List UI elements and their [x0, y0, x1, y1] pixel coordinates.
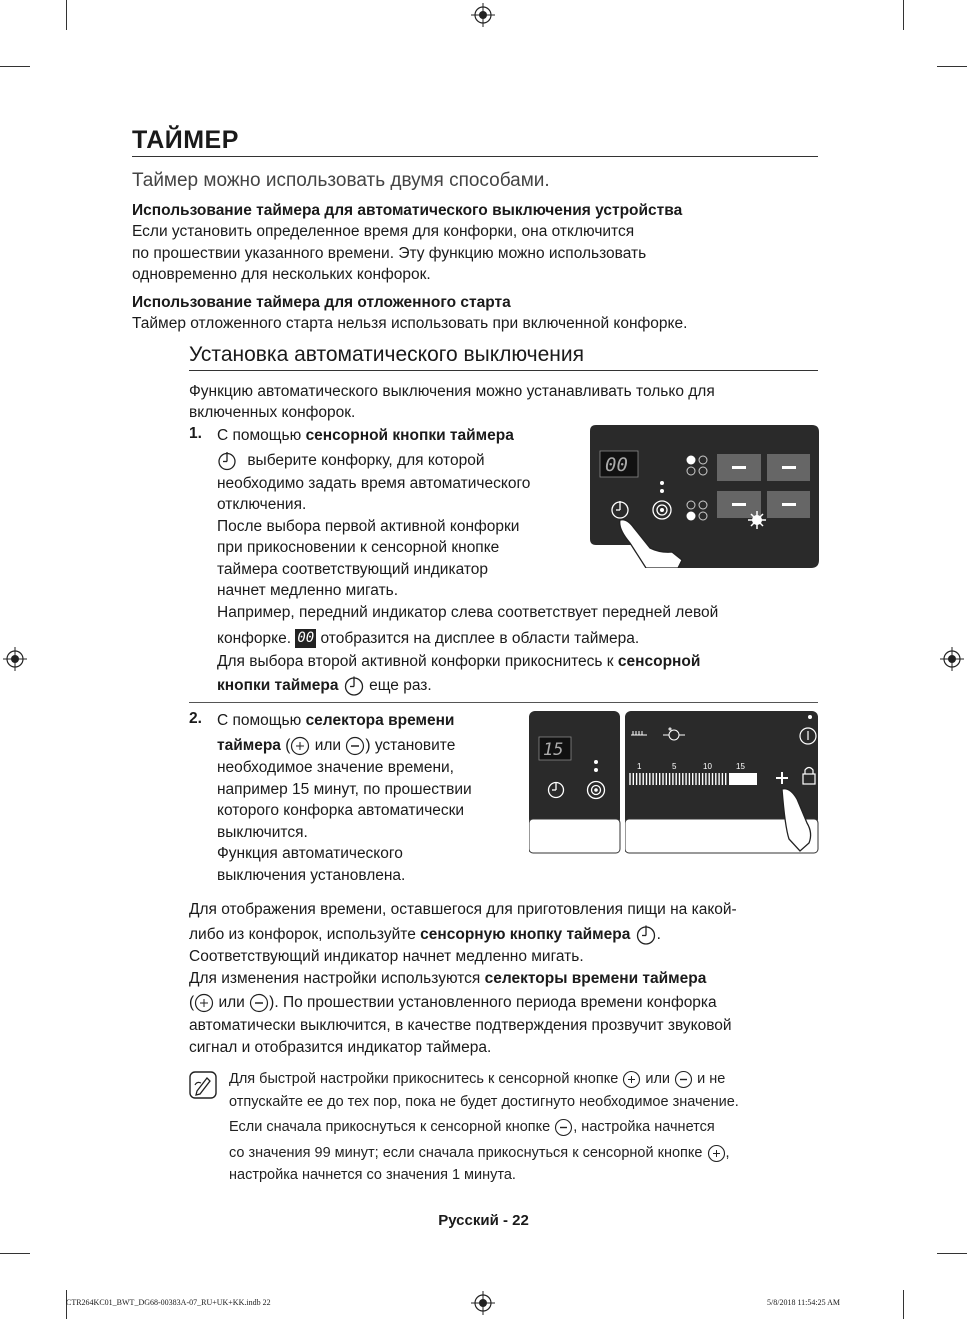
- scale-label: 1: [637, 762, 642, 771]
- page-title: ТАЙМЕР: [132, 126, 239, 154]
- timer-icon: [343, 675, 365, 697]
- minus-button-icon: [249, 993, 269, 1013]
- section-intro-line: включенных конфорок.: [189, 404, 356, 421]
- note-line: Для быстрой настройки прикоснитесь к сенсорной кнопке или и не: [229, 1071, 726, 1087]
- step-2-line: необходимое значение времени,: [217, 759, 454, 776]
- note-line: Если сначала прикоснуться к сенсорной кнопке , настройка начнется: [229, 1119, 715, 1135]
- body-line: сигнал и отобразится индикатор таймера.: [189, 1039, 492, 1056]
- registration-mark-icon: [471, 1291, 495, 1315]
- intro-heading-delayed-start: Использование таймера для отложенного старта: [132, 294, 511, 311]
- registration-mark-icon: [471, 3, 495, 27]
- intro-paragraph-line: Таймер отложенного старта нельзя использовать при включенной конфорке.: [132, 315, 688, 332]
- step-1-line: выберите конфорку, для которой: [217, 450, 485, 472]
- step-1-line: конфорке. 00 отобразится на дисплее в области таймера.: [217, 630, 640, 647]
- body-line: либо из конфорок, используйте сенсорную кнопку таймера .: [189, 924, 661, 946]
- crop-mark: [903, 1290, 904, 1319]
- step-2-line: которого конфорка автоматически: [217, 802, 465, 819]
- crop-mark: [937, 66, 967, 67]
- page-number: Русский - 22: [438, 1212, 529, 1229]
- print-slug-date: 5/8/2018 11:54:25 AM: [767, 1298, 841, 1307]
- intro-paragraph-line: Если установить определенное время для конфорки, она отключится: [132, 223, 635, 240]
- print-slug-file: CTR264KC01_BWT_DG68-00383A-07_RU+UK+KK.indb 22: [66, 1298, 271, 1307]
- step-1-line: начнет медленно мигать.: [217, 582, 399, 599]
- timer-icon: [217, 451, 237, 471]
- body-line: автоматически выключится, в качестве подтверждения прозвучит звуковой: [189, 1017, 732, 1034]
- body-line: Для изменения настройки используются селекторы времени таймера: [189, 970, 707, 987]
- minus-button-icon: [554, 1118, 573, 1137]
- scale-label: 5: [672, 762, 677, 771]
- panel-display-digits: 00: [605, 454, 628, 476]
- section-title: Установка автоматического выключения: [189, 343, 585, 366]
- plus-button-icon: [194, 993, 214, 1013]
- intro-paragraph-line: по прошествии указанного времени. Эту функцию можно использовать: [132, 245, 647, 262]
- scale-label: 15: [736, 762, 745, 771]
- timer-icon: [635, 924, 657, 946]
- body-line: Для отображения времени, оставшегося для приготовления пищи на какой-: [189, 901, 737, 918]
- section-rule: [189, 370, 818, 371]
- crop-mark: [66, 0, 67, 30]
- crop-mark: [903, 0, 904, 30]
- intro-paragraph-line: одновременно для нескольких конфорок.: [132, 266, 431, 283]
- step-1-line: отключения.: [217, 496, 307, 513]
- note-icon: [189, 1071, 217, 1099]
- crop-mark: [0, 1253, 30, 1254]
- control-panel-illustration-1: [590, 425, 819, 568]
- scale-label: 10: [703, 762, 712, 771]
- note-line: со значения 99 минут; если сначала прикоснуться к сенсорной кнопке ,: [229, 1145, 730, 1161]
- title-rule: [132, 156, 818, 157]
- note-line: настройка начнется со значения 1 минута.: [229, 1167, 516, 1183]
- panel-display-digits: 15: [543, 740, 564, 760]
- plus-button-icon: [290, 736, 310, 756]
- intro-heading-auto-off: Использование таймера для автоматического выключения устройства: [132, 202, 683, 219]
- step-2-line: выключения установлена.: [217, 867, 406, 884]
- step-1-line: при прикосновении к сенсорной кнопке: [217, 539, 500, 556]
- body-line: ( или ). По прошествии установленного периода времени конфорка: [189, 994, 717, 1011]
- section-intro-line: Функцию автоматического выключения можно устанавливать только для: [189, 383, 715, 400]
- step-1-number: 1.: [189, 425, 202, 442]
- step-1-line: Для выбора второй активной конфорки прикоснитесь к сенсорной: [217, 653, 701, 670]
- step-2-number: 2.: [189, 710, 202, 727]
- step-1-line: Например, передний индикатор слева соответствует передней левой: [217, 604, 719, 621]
- step-1-line: С помощью сенсорной кнопки таймера: [217, 427, 514, 444]
- display-digits-icon: 00: [297, 630, 315, 647]
- step-2-line: например 15 минут, по прошествии: [217, 781, 472, 798]
- step-2-line: выключится.: [217, 824, 308, 841]
- step-divider: [189, 702, 818, 703]
- minus-button-icon: [674, 1070, 693, 1089]
- step-1-line: необходимо задать время автоматического: [217, 475, 531, 492]
- step-2-line: С помощью селектора времени: [217, 712, 455, 729]
- control-panel-illustration-3: [625, 711, 819, 854]
- plus-button-icon: [622, 1070, 641, 1089]
- body-line: Соответствующий индикатор начнет медленно мигать.: [189, 948, 584, 965]
- control-panel-illustration-2: [529, 711, 621, 854]
- page-subtitle: Таймер можно использовать двумя способами.: [132, 170, 550, 191]
- step-1-line: кнопки таймера еще раз.: [217, 675, 432, 697]
- crop-mark: [0, 66, 30, 67]
- step-1-line: После выбора первой активной конфорки: [217, 518, 520, 535]
- plus-button-icon: [707, 1144, 726, 1163]
- step-1-line: таймера соответствующий индикатор: [217, 561, 489, 578]
- step-2-line: таймера ( или ) установите: [217, 737, 456, 754]
- crop-mark: [937, 1253, 967, 1254]
- step-2-line: Функция автоматического: [217, 845, 403, 862]
- note-line: отпускайте ее до тех пор, пока не будет достигнуто необходимое значение.: [229, 1094, 739, 1110]
- registration-mark-icon: [940, 647, 964, 671]
- minus-button-icon: [345, 736, 365, 756]
- registration-mark-icon: [3, 647, 27, 671]
